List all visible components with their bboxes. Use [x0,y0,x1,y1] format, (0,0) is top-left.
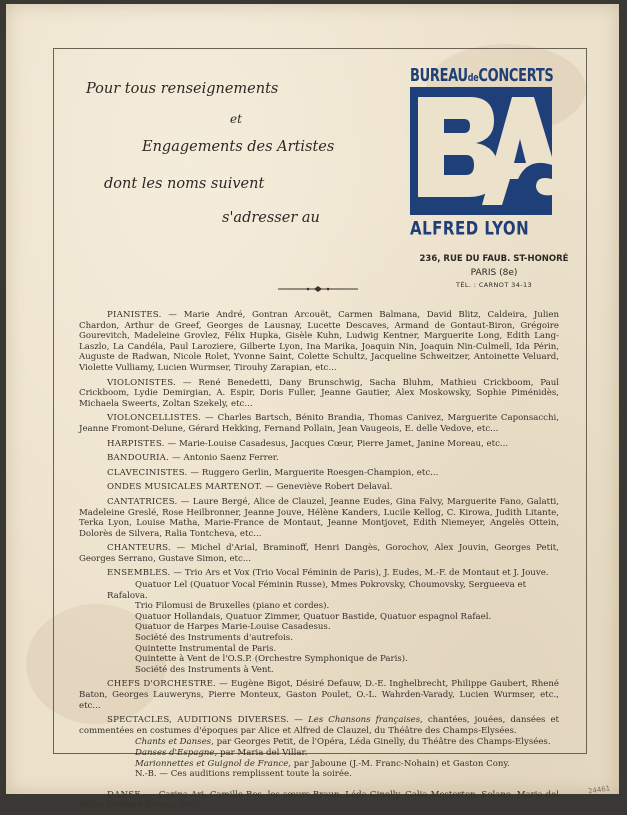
bac-monogram-icon [410,87,552,215]
address-street: 236, RUE DU FAUB. ST-HONORÉ [419,254,569,264]
ensemble-item: Trio Filomusi de Bruxelles (piano et cordes). [135,601,330,612]
section-head: CHEFS D'ORCHESTRE. — [107,679,228,690]
address-city: PARIS (8e) [470,268,518,278]
ensemble-item: Société des Instruments à Vent. [135,664,274,675]
spectacle-note: N.-B. — Ces auditions remplissent toute la soirée. [135,769,352,780]
section-text: Trio Ars et Vox (Trio Vocal Féminin de Paris), J. Eudes, M.-F. de Montaut et J. Jouve. [184,568,549,579]
address-block [406,254,582,289]
ensemble-item: Quatuor Hollandais, Quatuor Zimmer, Quatuor Bastide, Quatuor espagnol Rafael. [135,611,492,622]
logo-top-text: BUREAUdeCONCERTS [410,66,554,87]
section-head: ENSEMBLES. — [107,568,183,579]
section-text: René Benedetti, Dany Brunschwig, Sacha Bluhm, Mathieu Crickboom, Paul Crickboom, Lydie Demirgian, A. Espir, Doris Fuller, Jeanne Gautier, Alex Moskowsky, Sophie Piménidès, Michaela Sweerts, Zoltan Szekely, etc... [79,377,559,409]
bureau-logo [410,66,554,240]
address-tel: TÉL. : CARNOT 34-13 [455,281,533,289]
section-ensembles [79,568,559,579]
section-head: SPECTACLES, AUDITIONS DIVERSES. — [107,715,304,726]
section-0 [79,310,559,374]
spectacle-item: Chants et Danses, par Georges Petit, de l'Opéra, Léda Ginelly, du Théâtre des Champs-Elysées. [135,737,551,748]
logo-name: ALFRED LYON [410,217,530,240]
section-4 [79,453,559,464]
section-text: Charles Bartsch, Bénito Brandia, Thomas Canivez, Marguerite Caponsacchi, Jeanne Fromont-Delune, Gérard Hekking, Fernand Pollain, Jean Vaugeois, E. delle Vedove, etc... [79,413,559,434]
section-head: HARPISTES. — [107,438,177,449]
section-3 [79,439,559,450]
section-5 [79,468,559,479]
ensemble-item: Quatuor Lel (Quatuor Vocal Féminin Russe), Mmes Pokrovsky, Choumovsky, Sergueeva et Rafalova. [107,580,527,601]
inventory-mark: 24461 [587,784,611,796]
section-head: CHANTEURS. — [107,543,186,554]
section-head: PIANISTES. — [107,310,178,320]
section-text: Carina Ari, Camille Bos, les sœurs Braun, Léda Ginelly, Galia Mesterton, Solane, Maria del Villar, Gustave Ricaux, etc... [79,789,560,811]
intro-line: dont les noms suivent [104,176,265,192]
section-head: CANTATRICES. — [107,496,190,507]
intro-line: s'adresser au [222,210,320,226]
section-chefs [79,679,559,711]
section-text: Ruggero Gerlin, Marguerite Roesgen-Champion, etc... [201,467,439,478]
section-danse [79,790,559,811]
spectacle-item: Marionnettes et Guignol de France, par Jabounе (J.-M. Franc-Nohain) et Gaston Cony. [135,758,510,769]
section-head: ONDES MUSICALES MARTENOT. — [107,482,274,493]
section-text: Laure Bergé, Alice de Clauzel, Jeanne Eudes, Gina Falvy, Marguerite Fano, Galatti, Madeleine Greslé, Rose Heilbronner, Jeanne Jouve, Hélène Kanders, Lucile Kellog, C. Kirowa, Judith Litante, Terka Lyon, Louise Matha, Marie-France de Montaut, Jeanne Montjovet, Edith Niemeyer, Angelès Ottein, Dolorès de Silvera, Ralia Tontcheva, etc... [79,496,560,539]
section-head: VIOLONCELLISTES. — [107,413,214,424]
section-1 [79,378,559,410]
intro-line: et [230,112,242,126]
ensemble-item: Quintette à Vent de l'O.S.P. (Orchestre Symphonique de Paris). [135,654,408,665]
section-text: Marie André, Gontran Arcouët, Carmen Balmana, David Blitz, Caldeira, Julien Chardon, Arthur de Greef, Georges de Lausnay, Lucette Descaves, Armand de Gontaut-Biron, Grégoire Gourevitch, Madeleine Grovlez, Félix Hupka, Gisèle Kuhn, Ludwig Kentner, Marguerite Long, Edith Lang-Laszlo, La Candéla, Paul Laroziere, Gilberte Lyon, Ina Marika, Joaquin Nin, Joaquin Nin-Culmell, Ida Périn, Auguste de Radwan, Nicole Rolet, Yvonne Saint, Colette Schultz, Jacqueline Schweitzer, Antoinette Veluard, Violette Vulliamy, Lucien Wurmser, Tirouhy Zarapian, etc... [79,310,559,373]
spectacle-text: chantées, jouées, dansées et commentées en costumes d'époques par Alice et Alfred de Clauzel, du Théâtre des Champs-Elysées. [79,715,560,736]
spectacle-item: Danses d'Espagne, par Maria del Villar. [135,747,308,758]
section-head: DANSE. — [107,789,156,800]
section-head: BANDOURIA. — [107,453,181,464]
section-spectacles [79,715,559,736]
section-text: Michel d'Arial, Braminoff, Henri Dangès, Gorochov, Alex Jouvin, Georges Petit, Georges Serrano, Gustave Simon, etc... [79,543,559,564]
ensemble-item: Quatuor de Harpes Marie-Louise Casadesus. [135,622,331,633]
section-head: CLAVECINISTES. — [107,467,200,478]
section-text: Geneviève Robert Delaval. [276,482,393,493]
spectacle-title: Les Chansons françaises, [308,715,423,726]
divider-ornament-icon [276,285,360,293]
section-head: VIOLONISTES. — [107,377,192,388]
section-6 [79,482,559,493]
artist-listing [79,310,559,815]
intro-line: Engagements des Artistes [142,139,335,155]
section-8 [79,543,559,564]
ensemble-item: Société des Instruments d'autrefois. [135,633,293,644]
section-7 [79,497,559,539]
section-2 [79,413,559,434]
intro-line: Pour tous renseignements [86,81,279,97]
ensemble-item: Quintette Instrumental de Paris. [135,643,277,654]
document-page [6,4,619,811]
section-text: Antonio Saenz Ferrer. [183,453,279,464]
section-text: Marie-Louise Casadesus, Jacques Cœur, Pierre Jamet, Janine Moreau, etc... [179,438,509,449]
section-text: Eugène Bigot, Désiré Defauw, D.-E. Inghelbrecht, Philippe Gaubert, Rhené Baton, Georges Lauweryns, Pierre Monteux, Gaston Poulet, O.-L. Wahrden-Varady, Lucien Wurmser, etc., etc... [79,679,559,711]
